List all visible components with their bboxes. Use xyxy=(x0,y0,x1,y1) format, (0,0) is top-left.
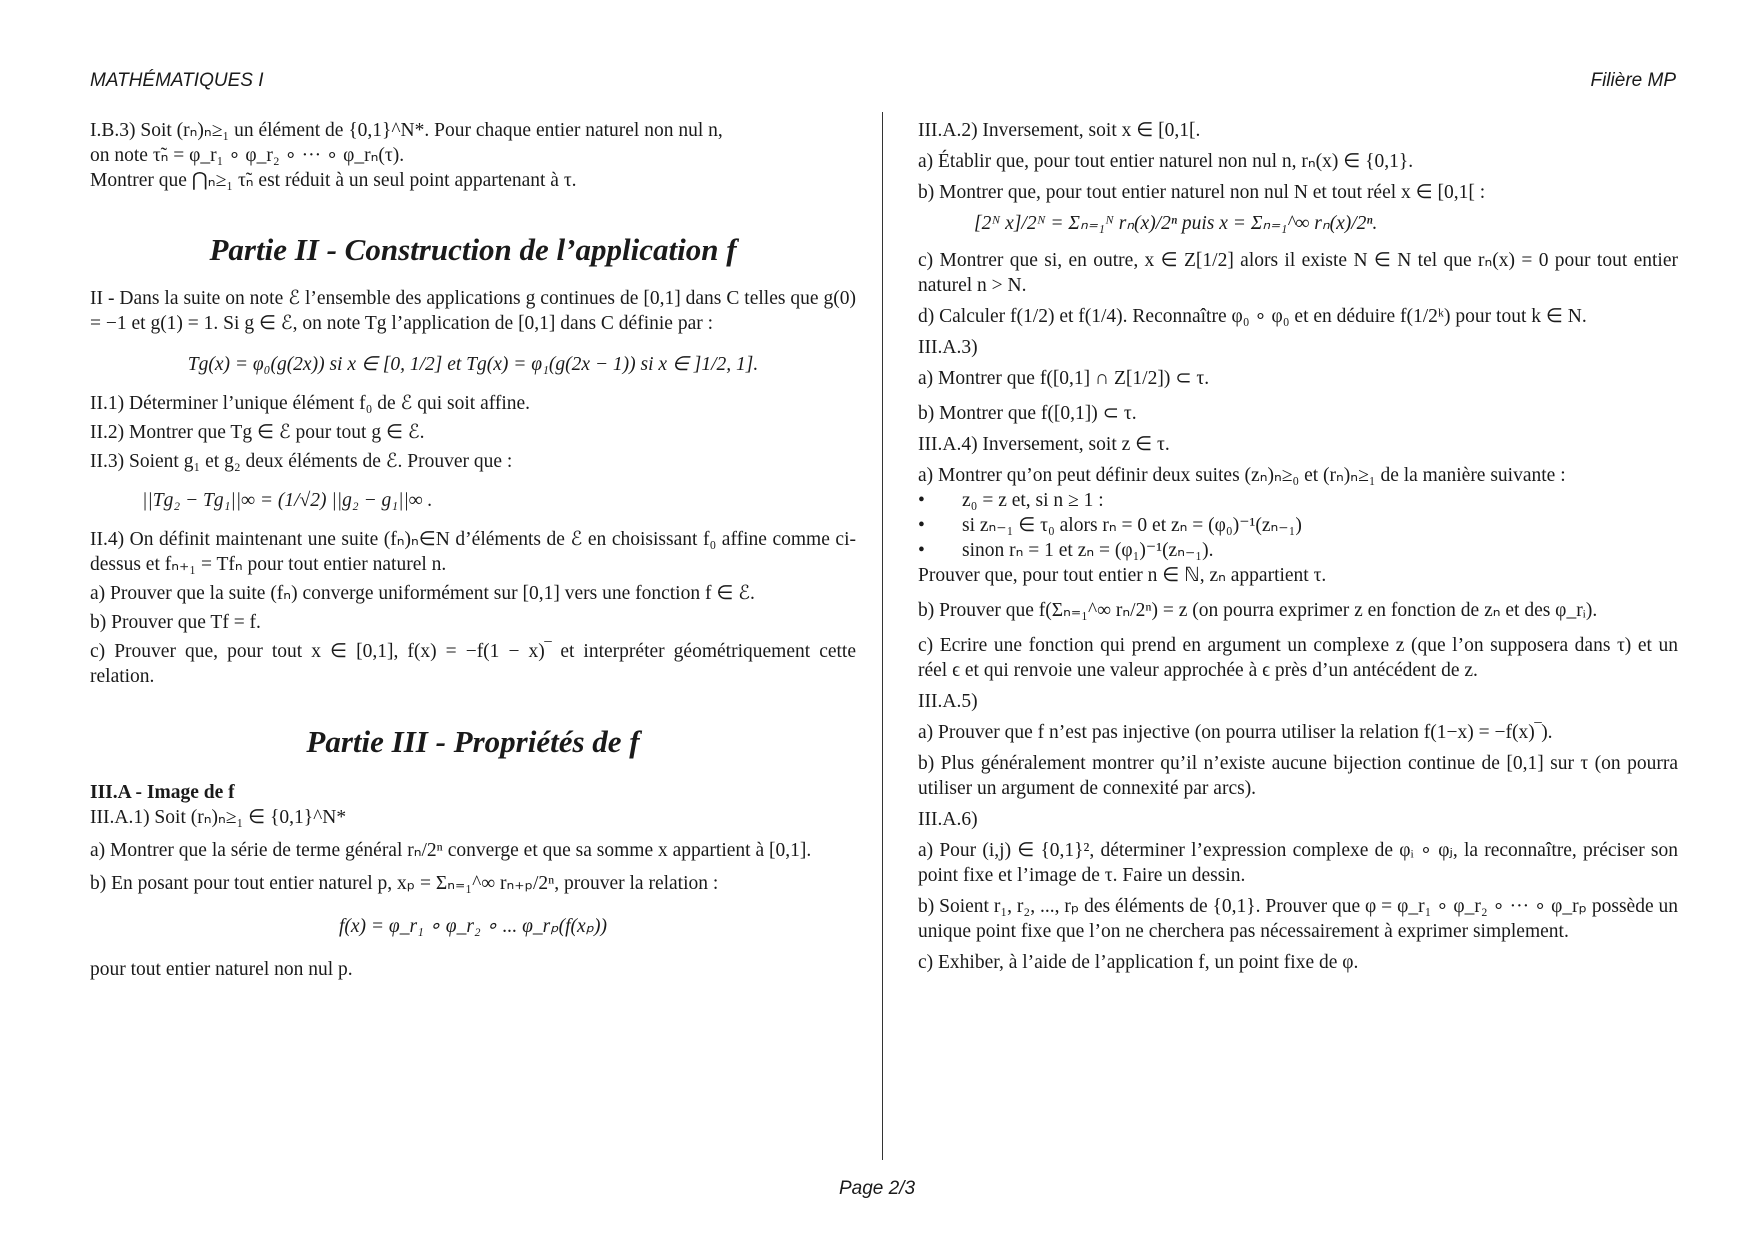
question-iiia1a: a) Montrer que la série de terme général rₙ/2ⁿ converge et que sa somme x appartient à [0,1]. xyxy=(90,840,812,861)
question-ii4a: a) Prouver que la suite (fₙ) converge uniformément sur [0,1] vers une fonction f ∈ ℰ. xyxy=(90,583,755,604)
question-iiia1: III.A.1) Soit (rₙ)ₙ≥₁ ∈ {0,1}^N* xyxy=(90,807,347,828)
question-iiia2b: b) Montrer que, pour tout entier naturel non nul N et tout réel x ∈ [0,1[ : xyxy=(918,182,1486,203)
question-iiia6c: c) Exhiber, à l’aide de l’application f, un point fixe de φ. xyxy=(918,952,1359,973)
left-column xyxy=(90,118,856,988)
part-ii-title: Partie II - Construction de l’application f xyxy=(209,232,737,267)
sequence-bullet-3: • sinon rₙ = 1 et zₙ = (φ₁)⁻¹(zₙ₋₁). xyxy=(918,538,1678,563)
question-ib3-line3: Montrer que ⋂ₙ≥₁ τ̃ₙ est réduit à un seul point appartenant à τ. xyxy=(90,170,577,191)
question-iiia2b-formula: [2ᴺ x]/2ᴺ = Σₙ₌₁ᴺ rₙ(x)/2ⁿ puis x = Σₙ₌₁^∞ rₙ(x)/2ⁿ. xyxy=(974,213,1378,234)
question-iiia3: III.A.3) xyxy=(918,337,978,358)
question-iiia2d: d) Calculer f(1/2) et f(1/4). Reconnaître φ₀ ∘ φ₀ et en déduire f(1/2ᵏ) pour tout k ∈ N. xyxy=(918,306,1587,327)
question-iiia4c: c) Ecrire une fonction qui prend en argument un complexe z (que l’on supposera dans τ) et un réel ϵ et qui renvoie une valeur approchée à ϵ près d’un antécédent de z. xyxy=(918,635,1678,681)
question-ii4: II.4) On définit maintenant une suite (fₙ)ₙ∈N d’éléments de ℰ en choisissant f₀ affine comme ci-dessus et fₙ₊₁ = Tfₙ pour tout entier naturel n. xyxy=(90,529,856,575)
header-track: Filière MP xyxy=(1590,70,1676,91)
page-number: Page 2/3 xyxy=(838,1178,916,1199)
question-iiia2c: c) Montrer que si, en outre, x ∈ Z[1/2] alors il existe N ∈ N tel que rₙ(x) = 0 pour tout entier naturel n > N. xyxy=(918,250,1678,296)
question-iiia2a: a) Établir que, pour tout entier naturel non nul n, rₙ(x) ∈ {0,1}. xyxy=(918,151,1414,172)
question-ii2: II.2) Montrer que Tg ∈ ℰ pour tout g ∈ ℰ. xyxy=(90,422,425,443)
question-iiia1b-end: pour tout entier naturel non nul p. xyxy=(90,959,353,980)
question-iiia4a-end: Prouver que, pour tout entier n ∈ ℕ, zₙ appartient τ. xyxy=(918,565,1327,586)
question-iiia6a: a) Pour (i,j) ∈ {0,1}², déterminer l’expression complexe de φᵢ ∘ φⱼ, la reconnaître, préciser son point fixe et l’image de τ. Faire un dessin. xyxy=(918,840,1678,886)
question-ii1: II.1) Déterminer l’unique élément f₀ de ℰ qui soit affine. xyxy=(90,393,531,414)
question-ib3-line1: I.B.3) Soit (rₙ)ₙ≥₁ un élément de {0,1}^N*. Pour chaque entier naturel non nul n, xyxy=(90,120,723,141)
question-iiia5: III.A.5) xyxy=(918,691,978,712)
question-iiia3a: a) Montrer que f([0,1] ∩ Z[1/2]) ⊂ τ. xyxy=(918,368,1210,389)
question-iiia6b: b) Soient r₁, r₂, ..., rₚ des éléments de {0,1}. Prouver que φ = φ_r₁ ∘ φ_r₂ ∘ ··· ∘ φ_rₚ possède un unique point fixe que l’on ne cherchera pas nécessairement à exprimer simplement. xyxy=(918,896,1678,942)
question-ii4c: c) Prouver que, pour tout x ∈ [0,1], f(x) = −f(1 − x)‾ et interpréter géométriquement cette relation. xyxy=(90,641,856,687)
question-iiia4: III.A.4) Inversement, soit z ∈ τ. xyxy=(918,434,1170,455)
section-iiia-title: III.A - Image de f xyxy=(90,782,235,803)
question-iiia3b: b) Montrer que f([0,1]) ⊂ τ. xyxy=(918,403,1137,424)
header-subject: MATHÉMATIQUES I xyxy=(90,70,264,91)
part-ii-formula: Tg(x) = φ₀(g(2x)) si x ∈ [0, 1/2] et Tg(x) = φ₁(g(2x − 1)) si x ∈ ]1/2, 1]. xyxy=(187,354,759,375)
question-ii4b: b) Prouver que Tf = f. xyxy=(90,612,261,633)
question-iiia5b: b) Plus généralement montrer qu’il n’existe aucune bijection continue de [0,1] sur τ (on pourra utiliser un argument de connexité par arcs). xyxy=(918,753,1678,799)
question-iiia4b: b) Prouver que f(Σₙ₌₁^∞ rₙ/2ⁿ) = z (on pourra exprimer z en fonction de zₙ et des φ_rᵢ). xyxy=(918,600,1598,621)
part-ii-intro: II - Dans la suite on note ℰ l’ensemble des applications g continues de [0,1] dans C telles que g(0) = −1 et g(1) = 1. Si g ∈ ℰ, on note Tg l’application de [0,1] dans C définie par : xyxy=(90,288,856,334)
sequence-bullet-2: • si zₙ₋₁ ∈ τ₀ alors rₙ = 0 et zₙ = (φ₀)⁻¹(zₙ₋₁) xyxy=(918,513,1678,538)
question-ii3: II.3) Soient g₁ et g₂ deux éléments de ℰ. Prouver que : xyxy=(90,451,513,472)
question-iiia6: III.A.6) xyxy=(918,809,978,830)
sequence-bullet-1: • z₀ = z et, si n ≥ 1 : xyxy=(918,488,1678,513)
right-column xyxy=(918,118,1678,981)
question-ib3-line2: on note τ̃ₙ = φ_r₁ ∘ φ_r₂ ∘ ··· ∘ φ_rₙ(τ). xyxy=(90,145,405,166)
question-iiia1b-formula: f(x) = φ_r₁ ∘ φ_r₂ ∘ ... φ_rₚ(f(xₚ)) xyxy=(338,916,608,937)
question-iiia5a: a) Prouver que f n’est pas injective (on pourra utiliser la relation f(1−x) = −f(x)‾). xyxy=(918,722,1553,743)
question-iiia4a: a) Montrer qu’on peut définir deux suites (zₙ)ₙ≥₀ et (rₙ)ₙ≥₁ de la manière suivante : xyxy=(918,465,1566,486)
column-divider xyxy=(882,112,883,1160)
question-iiia1b: b) En posant pour tout entier naturel p, xₚ = Σₙ₌₁^∞ rₙ₊ₚ/2ⁿ, prouver la relation : xyxy=(90,873,719,894)
question-ii3-formula: ||Tg₂ − Tg₁||∞ = (1/√2) ||g₂ − g₁||∞ . xyxy=(142,490,433,511)
part-iii-title: Partie III - Propriétés de f xyxy=(306,724,640,759)
question-iiia2: III.A.2) Inversement, soit x ∈ [0,1[. xyxy=(918,120,1201,141)
